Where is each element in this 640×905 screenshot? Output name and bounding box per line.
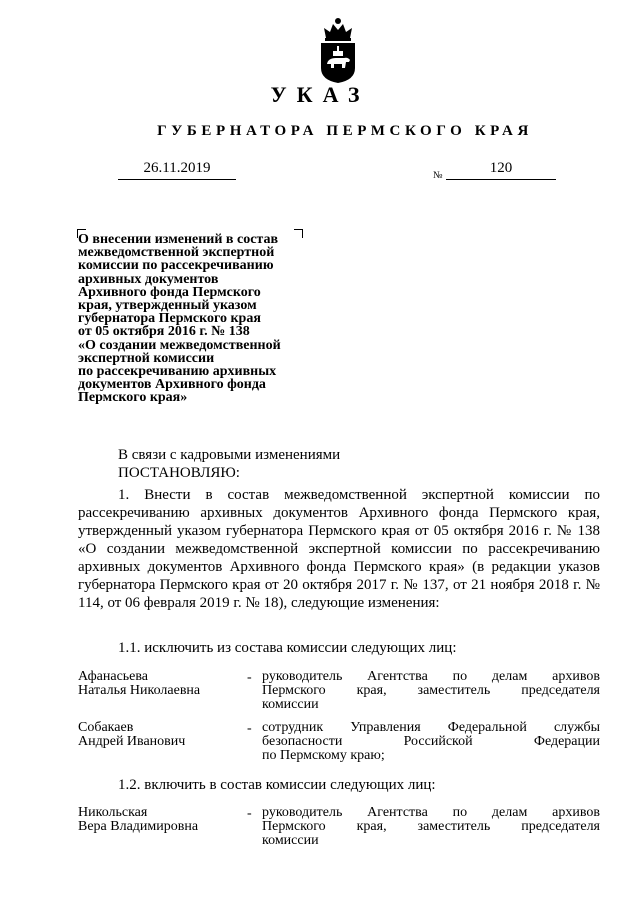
subject-line: «О создании межведомственной: [78, 337, 281, 353]
subject-line: Архивного фонда Пермского: [78, 284, 261, 300]
subject-line: архивных документов: [78, 271, 219, 287]
decree-number: 120: [446, 160, 556, 180]
person-name: [78, 670, 248, 698]
document-title: УКАЗ: [270, 82, 370, 107]
role-line: безопасности Российской Федерации: [262, 734, 600, 749]
role-line: комиссии: [262, 833, 319, 848]
decree-subject: [78, 233, 318, 405]
paragraph-1: 1. Внести в состав межведомственной экспертной комиссии по рассекречиванию архивных документов Архивного фонда Пермского края, утвержденный указом губернатора Пермского края от 05 октября 2016 г. № 138 «О создании межведомственной экспертной комиссии по рассекречиванию архивных документов Архивного фонда Пермского края» (в редакции указов губернатора Пермского края от 20 октября 2017 г. № 137, от 21 ноября 2018 г. № 114, от 06 февраля 2019 г. № 18), следующие изменения:: [78, 487, 600, 611]
role-line: Пермского края, заместитель председателя: [262, 819, 600, 834]
item-1-2: 1.2. включить в состав комиссии следующих лиц:: [118, 777, 436, 793]
subject-line: по рассекречиванию архивных: [78, 364, 277, 380]
role-line: комиссии: [262, 697, 319, 712]
number-label: №: [433, 170, 443, 181]
person-given-name: Вера Владимировна: [78, 819, 199, 834]
role-line: по Пермскому краю;: [262, 748, 385, 763]
subject-line: межведомственной экспертной: [78, 245, 275, 261]
subject-line: комиссии по рассекречиванию: [78, 258, 274, 274]
subject-line: от 05 октября 2016 г. № 138: [78, 324, 250, 340]
person-given-name: Андрей Иванович: [78, 734, 186, 749]
subject-line: губернатора Пермского края: [78, 311, 261, 327]
role-line: руководитель Агентства по делам архивов: [262, 669, 600, 684]
role-line: руководитель Агентства по делам архивов: [262, 805, 600, 820]
person-role: [262, 806, 600, 848]
perm-krai-coat-of-arms-icon: [316, 16, 360, 84]
dash: -: [247, 670, 252, 685]
dash: -: [247, 806, 252, 821]
document-subtitle: ГУБЕРНАТОРА ПЕРМСКОГО КРАЯ: [157, 123, 533, 139]
subject-line: края, утвержденный указом: [78, 298, 257, 314]
subject-line: документов Архивного фонда: [78, 377, 266, 393]
role-line: сотрудник Управления Федеральной службы: [262, 720, 600, 735]
role-line: Пермского края, заместитель председателя: [262, 683, 600, 698]
intro: [118, 446, 340, 482]
subject-line: экспертной комиссии: [78, 350, 215, 366]
item-1-1: 1.1. исключить из состава комиссии следующих лиц:: [118, 640, 457, 656]
person-role: [262, 721, 600, 763]
decree-date: 26.11.2019: [118, 160, 236, 180]
subject-line: О внесении изменений в состав: [78, 232, 279, 247]
person-surname: Никольская: [78, 805, 148, 820]
person-surname: Афанасьева: [78, 669, 149, 684]
person-name: [78, 721, 248, 749]
subject-line: Пермского края»: [78, 390, 188, 406]
intro-reason: В связи с кадровыми изменениями: [118, 447, 341, 463]
person-role: [262, 670, 600, 712]
intro-resolve: ПОСТАНОВЛЯЮ:: [118, 465, 240, 481]
dash: -: [247, 721, 252, 736]
person-name: [78, 806, 248, 834]
person-surname: Собакаев: [78, 720, 134, 735]
person-given-name: Наталья Николаевна: [78, 683, 201, 698]
